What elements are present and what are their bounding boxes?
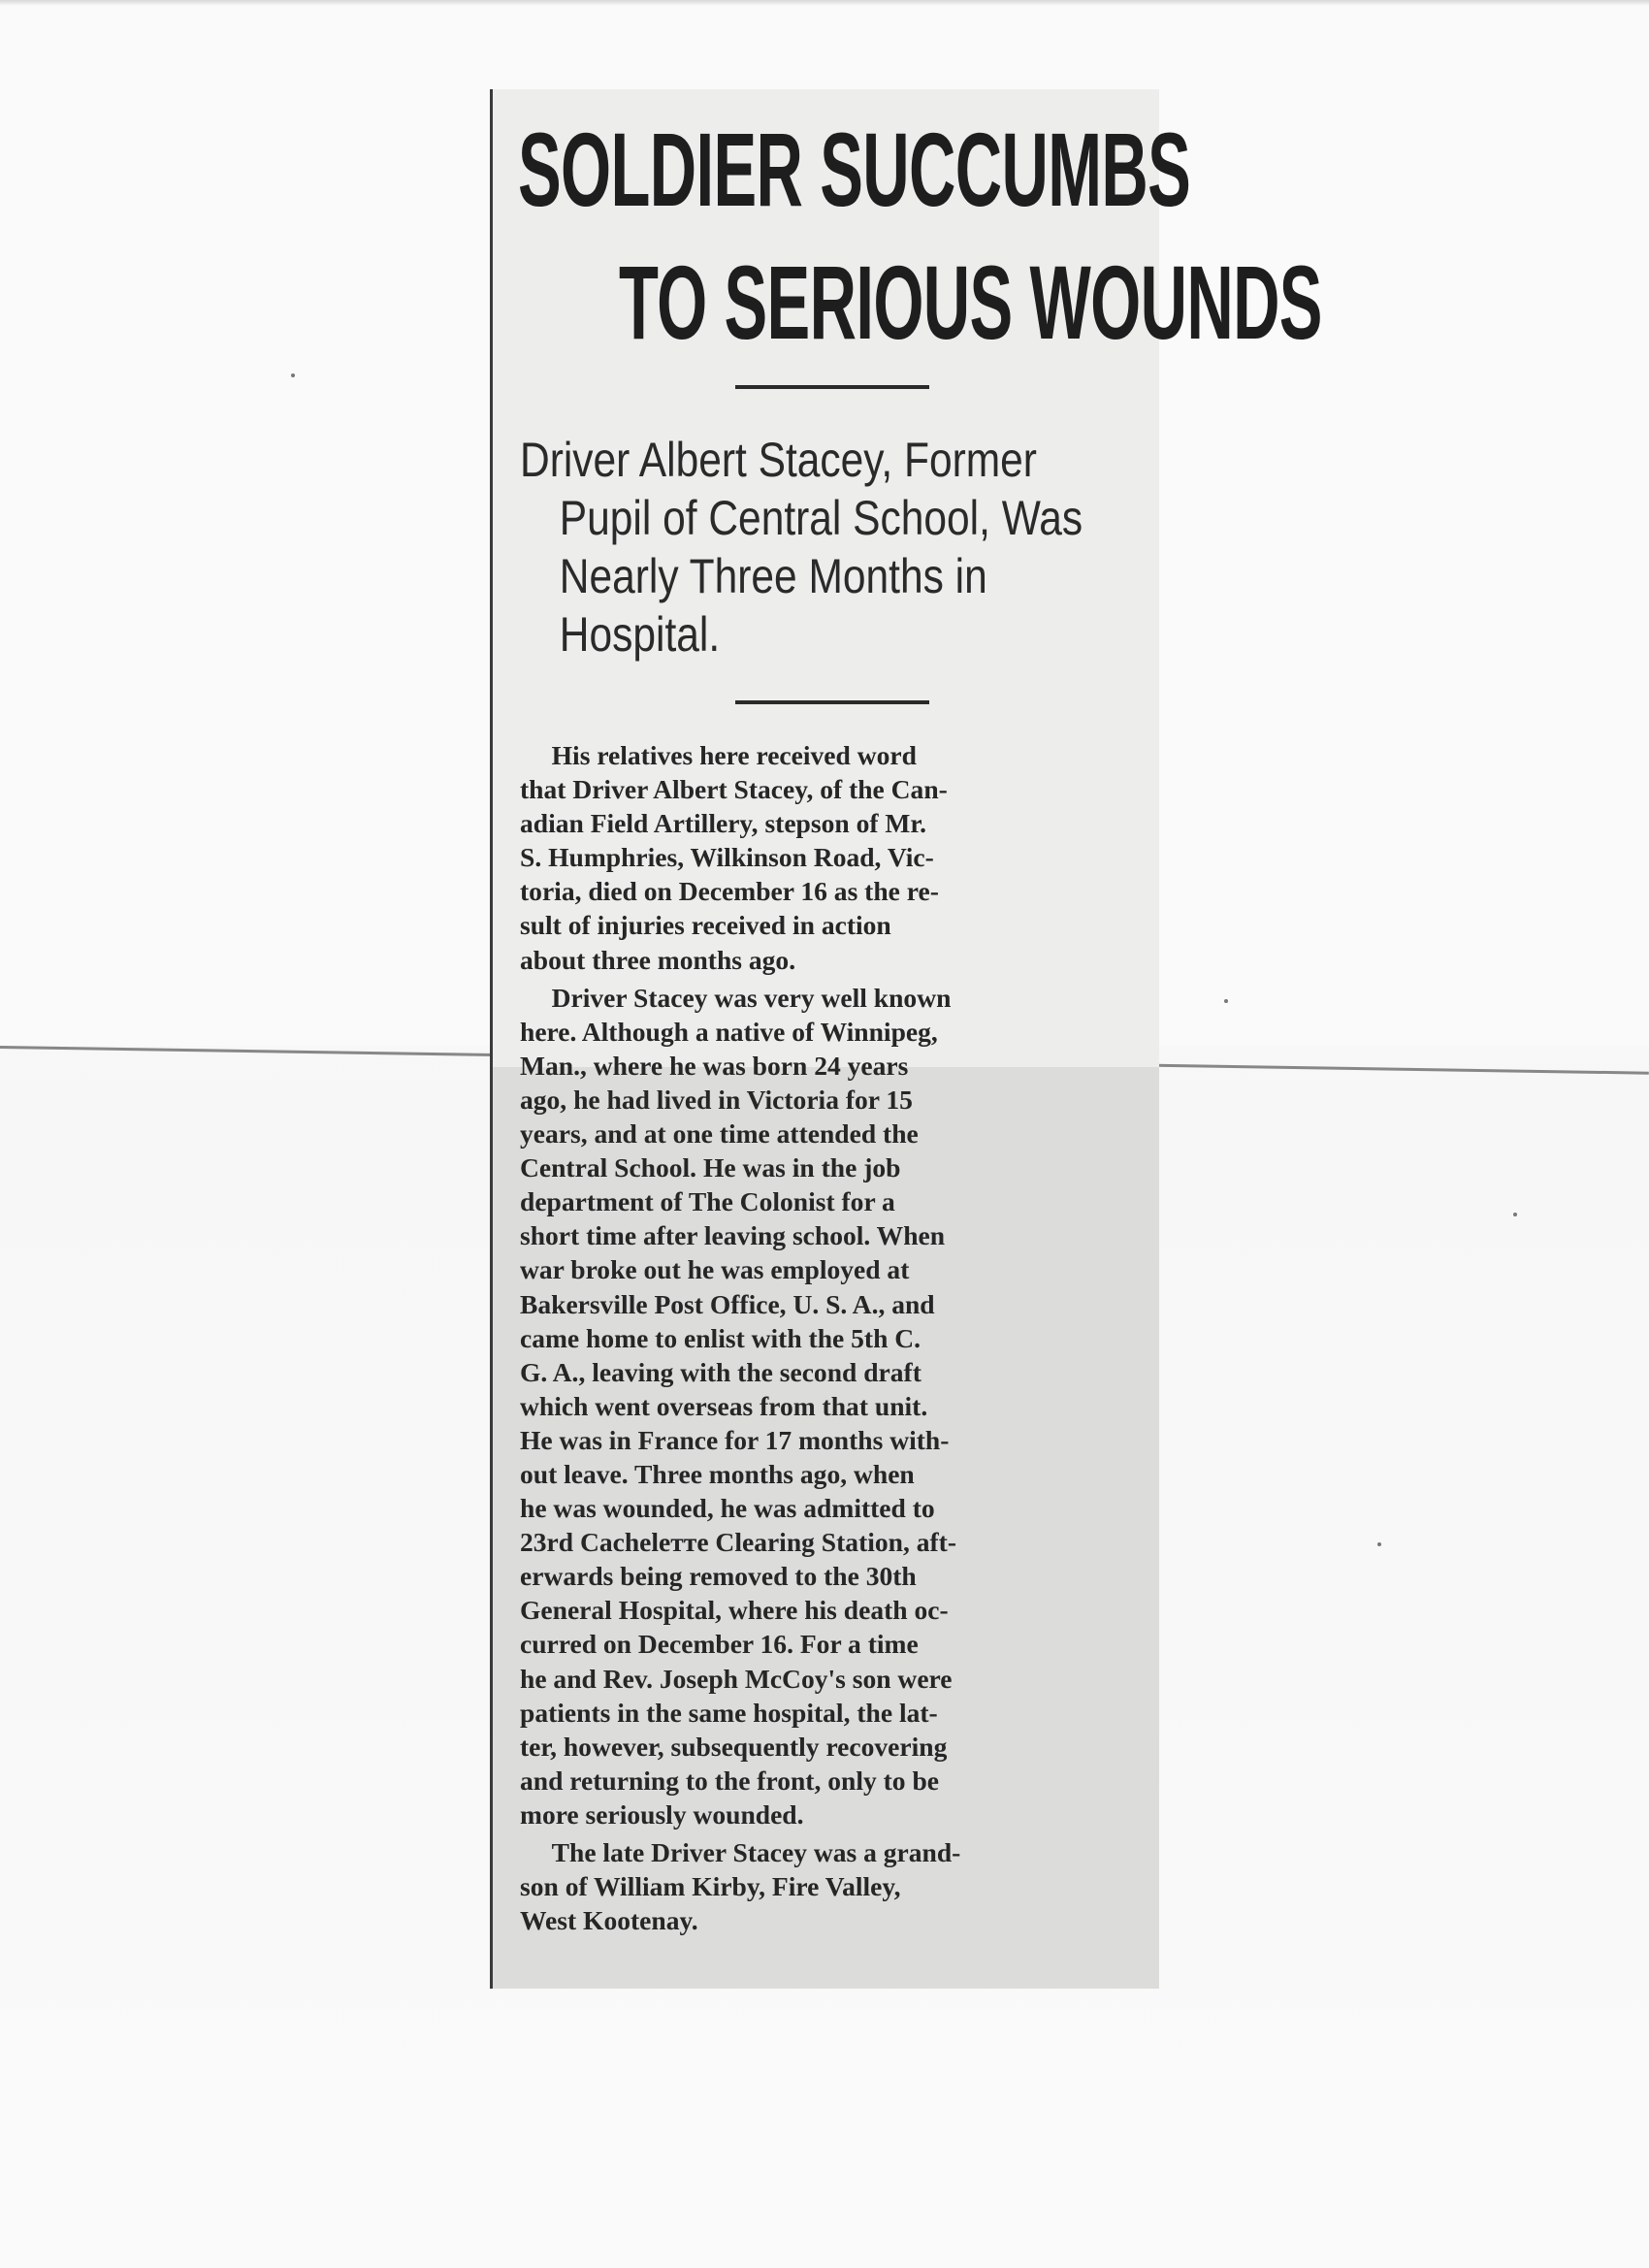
article-line: toria, died on December 16 as the re- [520,877,939,907]
subheadline-line: Nearly Three Months in [559,549,987,603]
dust-speck [1224,999,1228,1003]
article-line: war broke out he was employed at [520,1255,910,1285]
headline-divider [735,385,929,389]
page-top-edge [0,0,1649,6]
subheadline-line: Pupil of Central School, Was [559,491,1083,545]
subheadline [520,431,1160,664]
article-line: sult of injuries received in action [520,911,891,941]
article-body [520,739,1165,1942]
article-line: West Kootenay. [520,1906,698,1936]
article-line: ter, however, subsequently recovering [520,1732,948,1762]
article-line: Bakersville Post Office, U. S. A., and [520,1289,935,1319]
article-line: about three months ago. [520,945,796,975]
article-line: here. Although a native of Winnipeg, [520,1017,938,1047]
article-line: He was in France for 17 months with- [520,1425,950,1455]
article-line: out leave. Three months ago, when [520,1459,915,1489]
article-line: which went overseas from that unit. [520,1391,928,1421]
headline-line-2: TO SERIOUS WOUNDS [619,243,1322,361]
dust-speck [1377,1542,1381,1546]
article-line: Man., where he was born 24 years [520,1051,909,1081]
article-paragraph [520,1836,1165,1938]
dust-speck [1513,1213,1517,1216]
article-line: Driver Stacey was very well known [551,983,952,1013]
subheadline-line: Driver Albert Stacey, Former [520,433,1037,487]
article-line: short time after leaving school. When [520,1221,946,1251]
article-line: he was wounded, he was admitted to [520,1494,935,1524]
article-line: he and Rev. Joseph McCoy's son were [520,1664,953,1694]
article-line: S. Humphries, Wilkinson Road, Vic- [520,843,934,873]
article-line: son of William Kirby, Fire Valley, [520,1872,901,1902]
subheadline-divider [735,700,929,704]
subheadline-line: Hospital. [559,607,721,662]
headline-line-1: SOLDIER SUCCUMBS [518,111,1191,228]
article-line: The late Driver Stacey was a grand- [551,1838,961,1867]
article-line: department of The Colonist for a [520,1187,895,1217]
article-paragraph [520,982,1165,1832]
article-paragraph [520,739,1165,978]
newspaper-clipping [490,89,1322,1989]
article-line: curred on December 16. For a time [520,1630,919,1660]
article-line: that Driver Albert Stacey, of the Can- [520,775,948,805]
article-line: Central School. He was in the job [520,1153,901,1183]
article-line: more seriously wounded. [520,1799,804,1830]
article-line: ago, he had lived in Victoria for 15 [520,1085,913,1115]
article-line: 23rd Cacheleтте Clearing Station, aft- [520,1528,957,1558]
dust-speck [291,373,295,377]
article-line: came home to enlist with the 5th C. [520,1323,922,1353]
article-line: adian Field Artillery, stepson of Mr. [520,809,926,839]
article-line: His relatives here received word [551,741,917,770]
article-line: patients in the same hospital, the lat- [520,1698,938,1728]
article-line: and returning to the front, only to be [520,1766,940,1796]
article-line: G. A., leaving with the second draft [520,1357,922,1387]
article-line: General Hospital, where his death oc- [520,1596,949,1626]
article-line: years, and at one time attended the [520,1119,919,1150]
article-line: erwards being removed to the 30th [520,1562,917,1592]
